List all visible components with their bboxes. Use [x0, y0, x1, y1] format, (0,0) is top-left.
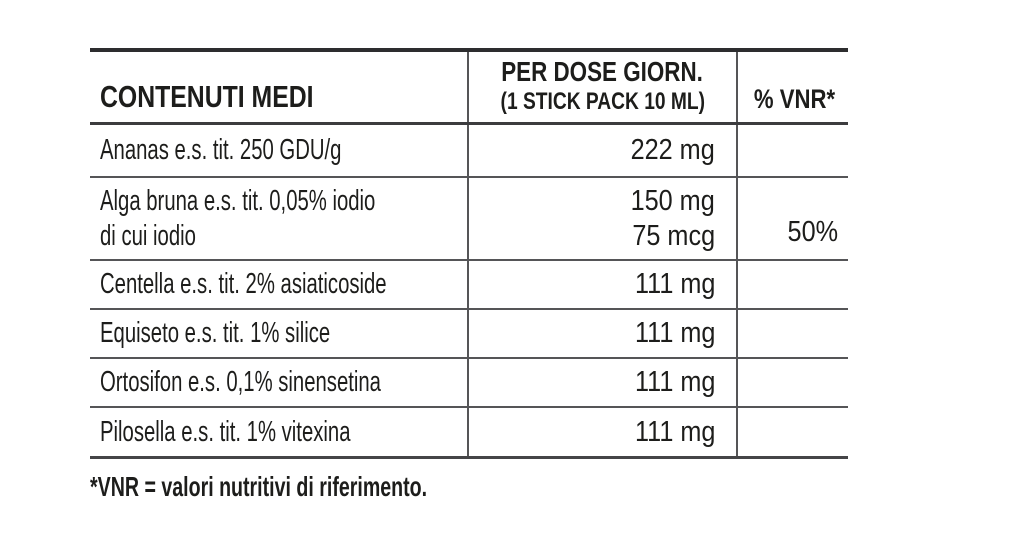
ingredient-cell [90, 310, 467, 357]
ingredient-name: Pilosella e.s. tit. 1% vitexina [100, 415, 351, 448]
table-row-equiseto [90, 310, 848, 359]
ingredient-cell [90, 178, 467, 259]
header-dose-line2: (1 STICK PACK 10 ML) [500, 88, 705, 115]
amount-value: 111 mg [634, 268, 715, 300]
vnr-footnote [90, 471, 572, 503]
vnr-footnote-text: *VNR = valori nutritivi di riferimento. [90, 471, 428, 502]
header-dose-cell [467, 52, 736, 122]
amount-value: 111 mg [634, 317, 715, 349]
table-row-alga-bruna [90, 178, 848, 261]
table-row-centella [90, 261, 848, 310]
header-contents-cell [90, 52, 467, 122]
ingredient-sub-name: di cui iodio [100, 219, 196, 252]
amount-cell [467, 178, 736, 259]
header-contents-label: CONTENUTI MEDI [100, 79, 314, 114]
ingredient-name: Ortosifon e.s. 0,1% sinensetina [100, 366, 381, 398]
table-row-ortosifon [90, 359, 848, 408]
vnr-cell [736, 408, 848, 456]
amount-sub-value: 75 mcg [632, 219, 715, 252]
ingredient-cell [90, 408, 467, 456]
ingredient-name: Centella e.s. tit. 2% asiaticoside [100, 268, 387, 300]
ingredient-cell [90, 359, 467, 406]
vnr-cell [736, 261, 848, 308]
ingredient-name: Equiseto e.s. tit. 1% silice [100, 317, 331, 349]
amount-value: 111 mg [634, 415, 715, 448]
vnr-cell [736, 310, 848, 357]
amount-cell [467, 310, 736, 357]
vnr-value: 50% [787, 216, 838, 248]
vnr-cell [736, 359, 848, 406]
amount-cell [467, 261, 736, 308]
vnr-cell [736, 125, 848, 176]
amount-cell [467, 125, 736, 176]
table-row-pilosella [90, 408, 848, 456]
vnr-cell [736, 178, 848, 259]
table-header-row [90, 52, 848, 125]
amount-value: 150 mg [630, 184, 715, 217]
ingredient-cell [90, 261, 467, 308]
ingredient-name: Alga bruna e.s. tit. 0,05% iodio [100, 184, 376, 217]
ingredient-name: Ananas e.s. tit. 250 GDU/g [100, 134, 342, 166]
table-row-ananas [90, 125, 848, 178]
ingredient-cell [90, 125, 467, 176]
amount-cell [467, 408, 736, 456]
header-dose-line1: PER DOSE GIORN. [501, 56, 704, 87]
amount-cell [467, 359, 736, 406]
amount-value: 222 mg [630, 134, 715, 166]
nutrition-table [90, 48, 848, 459]
amount-value: 111 mg [634, 366, 715, 398]
header-vnr-cell [736, 52, 848, 122]
header-vnr-label: % VNR* [754, 84, 836, 114]
